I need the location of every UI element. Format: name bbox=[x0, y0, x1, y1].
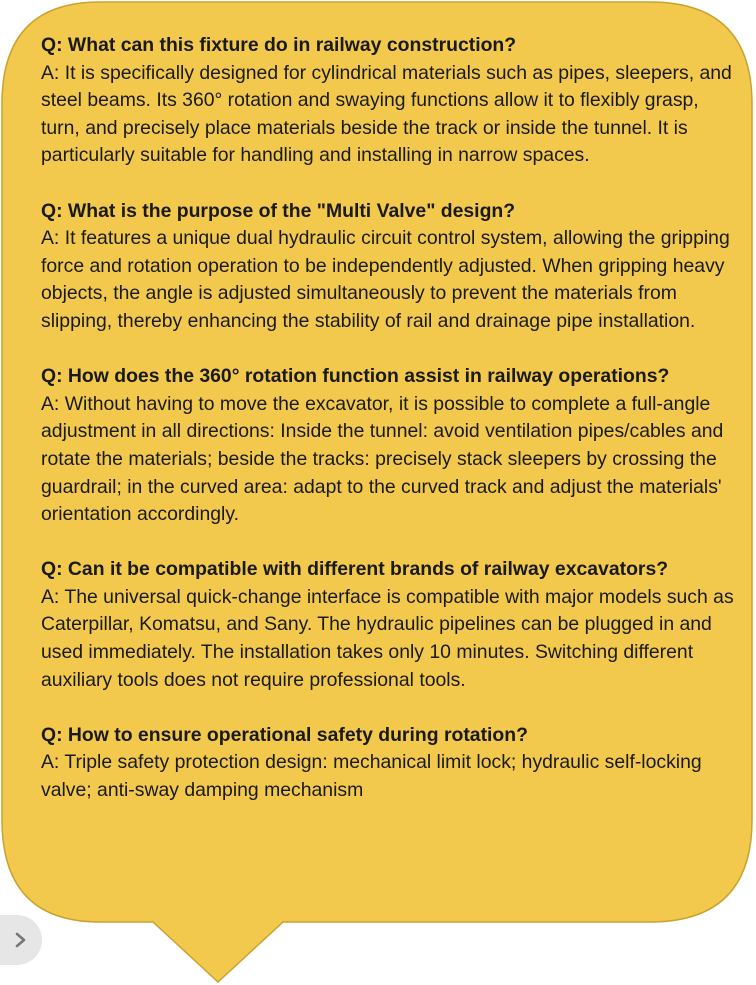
faq-question: Q: Can it be compatible with different brands of railway excavators? bbox=[41, 558, 669, 581]
faq-answer: A: Without having to move the excavator, it is possible to complete a full-angle adjustment in all directions: Inside the tunnel: avoid ventilation pipes/cables and rotate the materials; beside the tracks: precisely stack sleepers by crossing the guardrail; in the curved area: adapt to the curved track and adjust the materials' orientation accordingly. bbox=[41, 392, 724, 526]
faq-question: Q: What can this fixture do in railway construction? bbox=[41, 34, 517, 56]
faq-item bbox=[41, 198, 741, 336]
faq-item bbox=[41, 363, 741, 529]
chevron-right-icon bbox=[14, 932, 28, 948]
faq-item bbox=[41, 722, 741, 805]
faq-item bbox=[41, 556, 741, 694]
faq-answer: A: The universal quick-change interface is compatible with major models such as Caterpillar, Komatsu, and Sany. The hydraulic pipelines can be plugged in and used immediately. The installation takes only 10 minutes. Switching different auxiliary tools does not require professional tools. bbox=[41, 585, 734, 691]
faq-item bbox=[41, 32, 741, 170]
faq-question: Q: How does the 360° rotation function assist in railway operations? bbox=[41, 365, 670, 388]
faq-question: Q: How to ensure operational safety during rotation? bbox=[41, 723, 528, 746]
faq-list bbox=[41, 32, 741, 832]
faq-answer: A: It features a unique dual hydraulic circuit control system, allowing the gripping force and rotation operation to be independently adjusted. When gripping heavy objects, the angle is adjusted simultaneously to prevent the materials from slipping, thereby enhancing the stability of rail and drainage pipe installation. bbox=[41, 227, 730, 332]
faq-answer: A: Triple safety protection design: mechanical limit lock; hydraulic self-locking valve; anti-sway damping mechanism bbox=[41, 751, 702, 802]
faq-answer: A: It is specifically designed for cylindrical materials such as pipes, sleepers, and steel beams. Its 360° rotation and swaying functions allow it to flexibly grasp, turn, and precisely place materials beside the track or inside the tunnel. It is particularly suitable for handling and installing in narrow spaces. bbox=[41, 61, 732, 167]
faq-question: Q: What is the purpose of the "Multi Valve" design? bbox=[41, 199, 516, 222]
